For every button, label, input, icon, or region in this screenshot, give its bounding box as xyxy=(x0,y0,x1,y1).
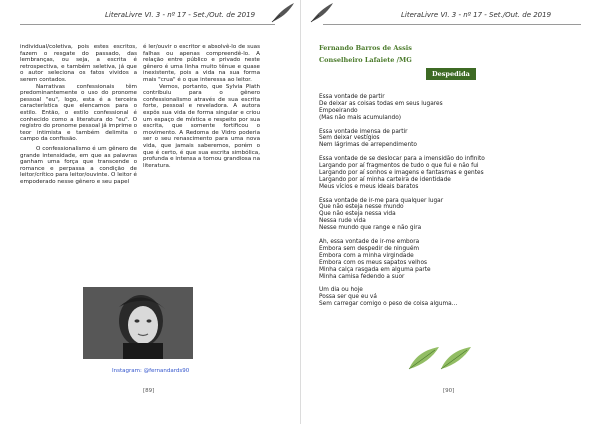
right-header xyxy=(301,2,600,26)
poem-line: Embora com os meus sapatos velhos xyxy=(319,259,428,266)
poem-stanza xyxy=(319,287,485,308)
author-name: Fernando Barros de Assis xyxy=(319,44,412,52)
poem-line: Embora com a minha virgindade xyxy=(319,252,414,259)
poem-body xyxy=(319,94,485,315)
leaf-icon xyxy=(405,345,495,373)
header-rule xyxy=(20,24,275,25)
paragraph: O confessionalismo é um gênero de grande intensidade, em que as palavras ganham uma força que transcende o romance e perpassa a condição de leitor/crítico para leitor/ouvinte. O leitor é empoderado nesse gênero e seu papel xyxy=(20,145,137,185)
quill-pen-icon xyxy=(309,2,335,24)
poem-line: Empoeirando xyxy=(319,107,358,114)
poem-line: Minha camisa fedendo a suor xyxy=(319,273,405,280)
text-column-1 xyxy=(20,44,137,185)
poem-line: Possa ser que eu vá xyxy=(319,294,377,301)
poem-line: Essa vontade de ir-me para qualquer lugar xyxy=(319,197,444,204)
author-location: Conselheiro Lafaiete /MG xyxy=(319,56,412,64)
header-text: LiteraLivre VI. 3 - nº 17 - Set./Out. de 2019 xyxy=(105,11,256,19)
paragraph: Vemos, portanto, que Sylvia Plath contribuiu para o gênero confessionalismo através de sua escrita forte, pessoal e reveladora. A autora expôs sua vida de forma singular e criou um espaço de mística e respeito por sua escrita, que somente fortificou o movimento. A Redoma de Vidro poderia ser o seu renascimento para uma nova vida, que jamais saberemos, porém o que é certo, é que sua escrita simbólica, profunda e intensa a tornou grandiosa na literatura. xyxy=(143,83,260,169)
author-photo xyxy=(83,287,193,359)
poem-line: Nessa rude vida xyxy=(319,218,366,225)
poem-stanza xyxy=(319,129,485,150)
page-number: [90] xyxy=(443,388,455,394)
poem-line: Largando por aí fragmentos de tudo o que fui e não fui xyxy=(319,163,479,170)
poem-stanza xyxy=(319,239,485,280)
poem-line: Embora sem despedir de ninguém xyxy=(319,245,420,252)
poem-line: Que não esteja nessa vida xyxy=(319,211,396,218)
poem-line: Ah, essa vontade de ir-me embora xyxy=(319,238,420,245)
instagram-handle[interactable]: Instagram: @fernandards90 xyxy=(112,368,190,374)
poem-line: Que não esteja nesse mundo xyxy=(319,204,404,211)
poem-line: Sem deixar vestígios xyxy=(319,135,380,142)
page-number: [89] xyxy=(143,388,155,394)
poem-line: Meus vícios e meus ideais baratos xyxy=(319,183,419,190)
poem-stanza xyxy=(319,156,485,191)
poem-line: Essa vontade imensa de partir xyxy=(319,128,408,135)
paragraph: individual/coletiva, pois estes escritos, fazem o resgate do passado, das lembranças, ou seja, a escrita é retrospectiva, e também seletiva, já que o autor seleciona os fatos vividos a serem contados. xyxy=(20,44,137,83)
poem-line: Essa vontade de se deslocar para a imensidão do infinito xyxy=(319,156,485,163)
left-header xyxy=(0,2,300,26)
poem-line: Nesse mundo que range e não gira xyxy=(319,225,422,232)
header-text: LiteraLivre VI. 3 - nº 17 - Set./Out. de 2019 xyxy=(401,11,552,19)
poem-line: (Mas não mais acumulando) xyxy=(319,114,402,121)
poem-line: Largando por aí sonhos e imagens e fantasmas e gentes xyxy=(319,169,484,176)
poem-line: Nem lágrimas de arrependimento xyxy=(319,142,417,149)
poem-title: Despedida xyxy=(426,68,476,80)
poem-line: Essa vontade de partir xyxy=(319,94,385,100)
paragraph: Narrativas confessionais têm predominantemente o uso do pronome pessoal "eu", logo, esta é a terceira característica que elencamos para o estilo. Então, o estilo confessional é conhecido como a literatura do "eu". O registro do pronome pessoal já imprime o teor intimista e também delimita o campo da confissão. xyxy=(20,83,138,143)
poem-line: Um dia ou hoje xyxy=(319,287,363,294)
poem-line: Minha calça rasgada em alguma parte xyxy=(319,266,431,273)
poem-line: De deixar as coisas todas em seus lugares xyxy=(319,100,443,107)
paragraph: é ler/ouvir o escritor e absolvê-lo de suas falhas ou apenas compreendê-lo. A relação entre público e privado neste gênero é uma linha muito tênue e quase inexistente, pois a vida na sua forma mais "crua" é o que interessa ao leitor. xyxy=(143,44,260,83)
header-rule xyxy=(323,24,581,25)
poem-stanza xyxy=(319,94,485,122)
poem-line: Sem carregar comigo o peso de coisa alguma... xyxy=(319,301,458,308)
poem-line: Largando por aí minha carteira de identidade xyxy=(319,176,451,183)
quill-pen-icon xyxy=(270,2,296,24)
poem-stanza xyxy=(319,198,485,233)
text-column-2 xyxy=(143,44,260,169)
